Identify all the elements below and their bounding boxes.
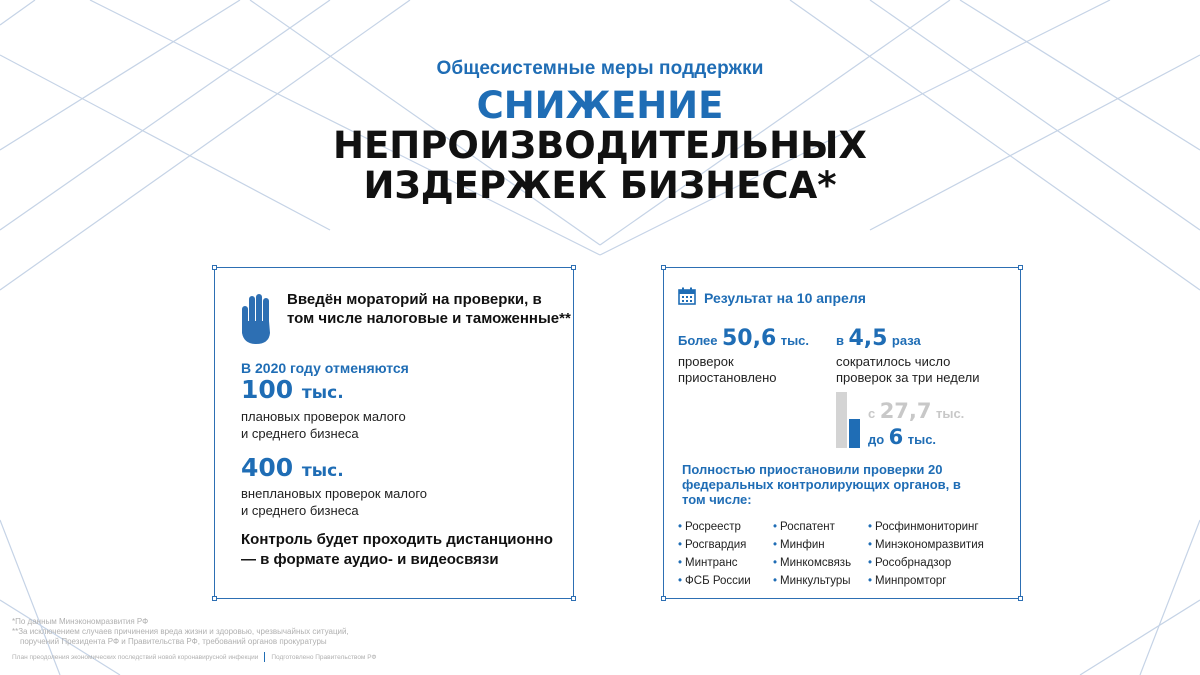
results-card <box>663 267 1021 599</box>
suspended-checks-desc <box>678 354 777 386</box>
calendar-icon <box>678 287 696 305</box>
footnote-2-line: **За исключением случаев причинения вреда жизни и здоровью, чрезвычайных ситуаций, <box>12 627 349 636</box>
list-item: • Минтранс <box>678 554 773 572</box>
card-corner-handle <box>1018 265 1023 270</box>
agencies-list <box>678 518 1003 590</box>
stat-desc-line: сократилось число <box>836 354 951 369</box>
list-item: • Росреестр <box>678 518 773 536</box>
title-line-2: НЕПРОИЗВОДИТЕЛЬНЫХ <box>333 124 867 167</box>
hand-stop-icon <box>239 293 273 345</box>
suspended-agencies-heading: Полностью приостановили проверки 20 федеральных контролирующих органов, в том числе: <box>682 462 961 507</box>
unplanned-checks-desc <box>241 485 541 519</box>
list-item: • Минфин <box>773 536 868 554</box>
title-line-3: ИЗДЕРЖЕК БИЗНЕСА* <box>363 164 837 207</box>
list-item: • Минкомсвязь <box>773 554 868 572</box>
planned-desc-line: плановых проверок малого <box>241 409 406 424</box>
from-prefix: с <box>868 406 876 421</box>
footer-separator <box>264 652 265 662</box>
stat-number: 4,5 <box>848 326 888 351</box>
planned-desc-line: и среднего бизнеса <box>241 426 359 441</box>
footnotes <box>12 617 349 647</box>
header <box>0 58 1200 206</box>
unplanned-desc-line: и среднего бизнеса <box>241 503 359 518</box>
bar-before <box>836 392 847 448</box>
bar-after <box>849 419 860 448</box>
before-value <box>868 399 964 423</box>
planned-checks-value <box>241 375 344 404</box>
unplanned-unit: тыс. <box>301 461 344 481</box>
card-corner-handle <box>212 265 217 270</box>
to-unit: тыс. <box>907 432 937 447</box>
list-item: • Минпромторг <box>868 572 1003 590</box>
stat-prefix: в <box>836 333 844 348</box>
footnote-1: *По данным Минэкономразвития РФ <box>12 617 149 626</box>
to-number: 6 <box>888 425 904 449</box>
footer-plan-label: План преодоления экономических последствий новой коронавирусной инфекции <box>12 653 259 661</box>
agencies-column <box>678 518 773 590</box>
moratorium-card <box>214 267 574 599</box>
reduction-factor-value <box>836 326 921 351</box>
stat-desc-line: проверок <box>678 354 734 369</box>
subtitle: Общесистемные меры поддержки <box>436 58 764 79</box>
card-corner-handle <box>571 596 576 601</box>
stat-number: 50,6 <box>721 326 777 351</box>
footer-prepared-label: Подготовлено Правительством РФ <box>271 653 377 661</box>
from-unit: тыс. <box>935 406 965 421</box>
card-corner-handle <box>661 596 666 601</box>
list-item: • Рособрнадзор <box>868 554 1003 572</box>
agencies-column <box>773 518 868 590</box>
stat-unit: тыс. <box>780 333 810 348</box>
to-prefix: до <box>868 432 885 447</box>
moratorium-text: Введён мораторий на проверки, в том числе налоговые и таможенные** <box>287 291 571 327</box>
after-value <box>868 425 936 449</box>
footnote-2-line: поручений Президента РФ и Правительства РФ, требований органов прокуратуры <box>20 637 327 646</box>
list-item: • Росгвардия <box>678 536 773 554</box>
list-item: • ФСБ России <box>678 572 773 590</box>
stat-prefix: Более <box>678 333 718 348</box>
agencies-column <box>868 518 1003 590</box>
result-date-label: Результат на 10 апреля <box>704 290 866 306</box>
planned-unit: тыс. <box>301 383 344 403</box>
card-corner-handle <box>661 265 666 270</box>
stat-unit: раза <box>891 333 921 348</box>
list-item: • Росфинмониторинг <box>868 518 1003 536</box>
footer-bar <box>12 652 376 662</box>
list-item: • Роспатент <box>773 518 868 536</box>
list-item: • Минэкономразвития <box>868 536 1003 554</box>
planned-number: 100 <box>241 375 294 404</box>
unplanned-desc-line: внеплановых проверок малого <box>241 486 428 501</box>
year-label: В 2020 году отменяются <box>241 360 409 376</box>
card-corner-handle <box>212 596 217 601</box>
planned-checks-desc <box>241 408 541 442</box>
stat-desc-line: приостановлено <box>678 370 777 385</box>
stat-desc-line: проверок за три недели <box>836 370 980 385</box>
from-number: 27,7 <box>879 399 932 423</box>
suspended-checks-value <box>678 326 809 351</box>
card-corner-handle <box>571 265 576 270</box>
unplanned-checks-value <box>241 453 344 482</box>
remote-control-text: Контроль будет проходить дистанционно — в формате аудио- и видеосвязи <box>241 531 553 568</box>
card-corner-handle <box>1018 596 1023 601</box>
list-item: • Минкультуры <box>773 572 868 590</box>
unplanned-number: 400 <box>241 453 294 482</box>
title-line-1: СНИЖЕНИЕ <box>476 84 724 127</box>
reduction-desc <box>836 354 979 386</box>
